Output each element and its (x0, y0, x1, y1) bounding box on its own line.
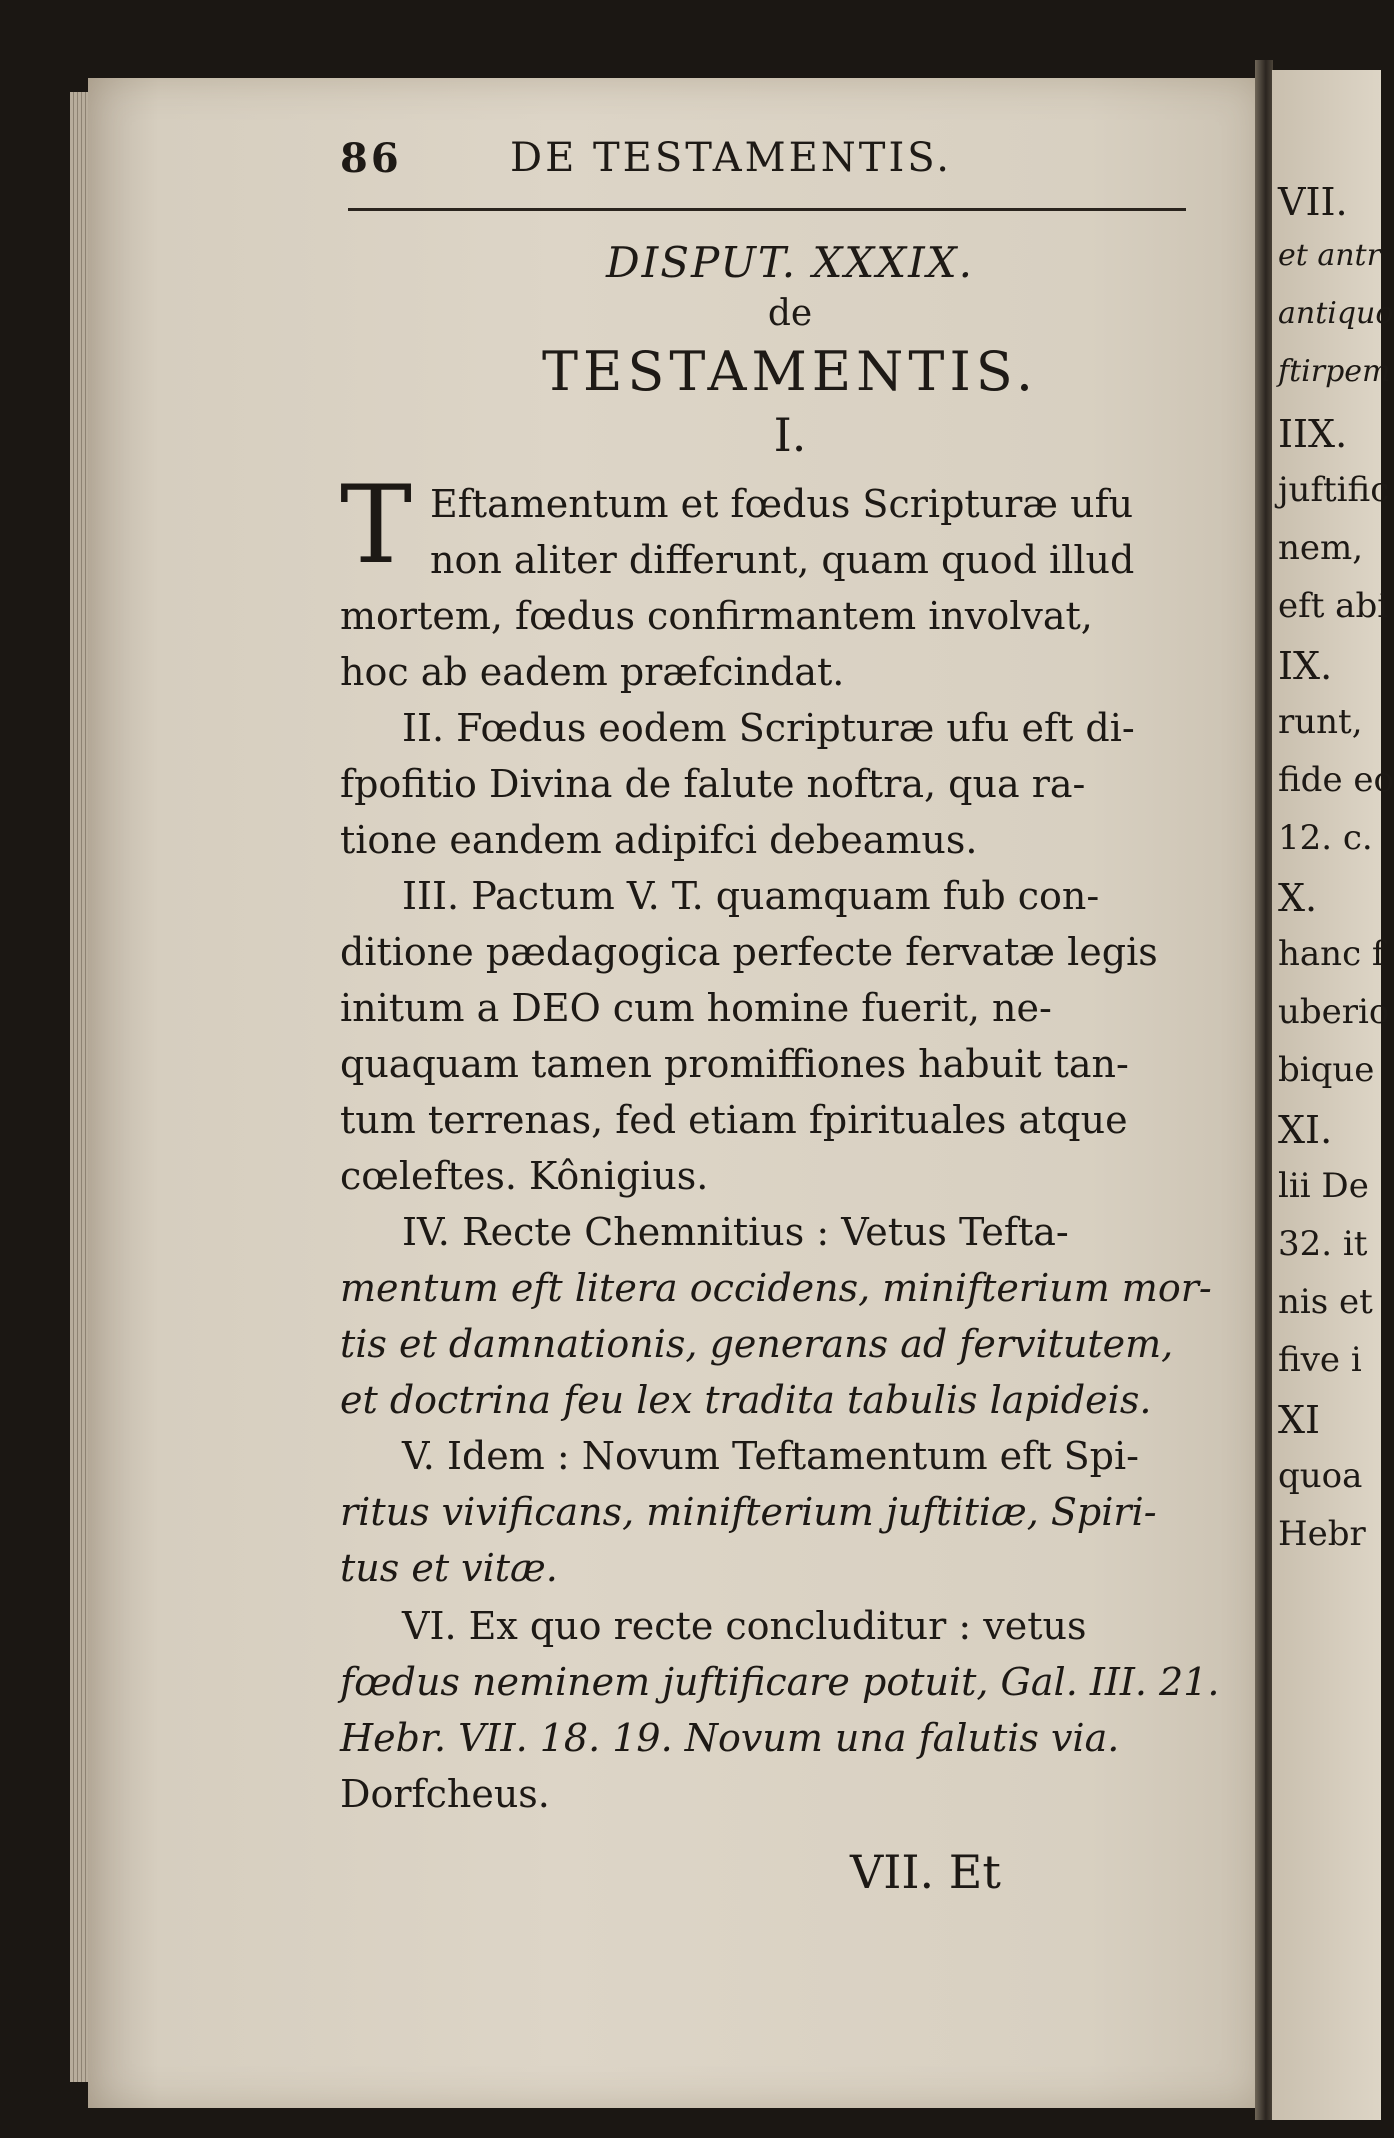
fragment: bique (1278, 1050, 1375, 1090)
page-number: 86 (340, 135, 402, 182)
paragraph (340, 463, 1240, 700)
text-line: tus et vitæ. (340, 1546, 558, 1590)
drop-cap: T (340, 463, 413, 588)
fragment: 32. it (1278, 1224, 1368, 1264)
text-line: mortem, fœdus confirmantem involvat, (340, 594, 1093, 638)
fragment: nis et (1278, 1282, 1373, 1322)
text-line: ritus vivificans, minifterium juftitiæ, Spiri- (340, 1490, 1157, 1534)
text-line: Hebr. VII. 18. 19. Novum una falutis via. (340, 1716, 1120, 1760)
text-line: ditione pædagogica perfecte fervatæ legis (340, 930, 1158, 974)
text-line: quaquam tamen promiffiones habuit tan- (340, 1042, 1129, 1086)
text-line: hoc ab eadem præfcindat. (340, 650, 845, 694)
fragment: VII. (1278, 180, 1348, 224)
text-line: tum terrenas, fed etiam fpirituales atque (340, 1098, 1128, 1142)
text-line: tis et damnationis, generans ad fervitutem, (340, 1322, 1174, 1366)
section-number: I. (773, 408, 807, 462)
text-line: Dorfcheus. (340, 1772, 550, 1816)
text-line: fœdus neminem juftificare potuit, Gal. III. 21. (340, 1660, 1220, 1704)
paragraph (340, 1598, 1240, 1822)
text-line: II. Fœdus eodem Scripturæ ufu eft di- (402, 706, 1135, 750)
paragraph (340, 868, 1240, 1204)
book-gutter (1255, 60, 1273, 2120)
fragment: juftific (1278, 470, 1390, 510)
text-line: et doctrina feu lex tradita tabulis lapideis. (340, 1378, 1152, 1422)
text-line: Eftamentum et fœdus Scripturæ ufu (430, 482, 1134, 526)
facing-page-fragments (1278, 180, 1394, 1630)
running-head (340, 135, 1140, 195)
fragment: fide eo (1278, 760, 1394, 800)
fragment: uberio (1278, 992, 1390, 1032)
fragment: XI. (1278, 1108, 1333, 1152)
fragment: eft abi (1278, 586, 1389, 626)
disputation-heading: DISPUT. XXXIX. (605, 238, 975, 287)
fragment: ftirpem (1278, 354, 1391, 389)
text-line: IV. Recte Chemnitius : Vetus Tefta- (402, 1210, 1069, 1254)
header-rule (348, 208, 1186, 211)
fragment: runt, (1278, 702, 1363, 742)
fragment: IIX. (1278, 412, 1348, 456)
text-line: tione eandem adipifci debeamus. (340, 818, 978, 862)
fragment: X. (1278, 876, 1318, 920)
text-line: non aliter differunt, quam quod illud (430, 538, 1135, 582)
text-line: mentum eft litera occidens, minifterium mor- (340, 1266, 1212, 1310)
heading-title: TESTAMENTIS. (541, 340, 1039, 403)
fragment: five i (1278, 1340, 1362, 1380)
text-line: V. Idem : Novum Teftamentum eft Spi- (402, 1434, 1139, 1478)
fragment: Hebr (1278, 1514, 1366, 1554)
fragment: quoa (1278, 1456, 1363, 1496)
fragment: antiquo (1278, 296, 1394, 331)
running-head-title: DE TESTAMENTIS. (510, 135, 952, 181)
text-line: fpofitio Divina de falute noftra, qua ra- (340, 762, 1086, 806)
paragraph (340, 1428, 1240, 1596)
text-line: initum a DEO cum homine fuerit, ne- (340, 986, 1052, 1030)
fragment: 12. c. (1278, 818, 1373, 858)
catchword: VII. Et (850, 1845, 1001, 1899)
text-line: III. Pactum V. T. quamquam fub con- (402, 874, 1100, 918)
text-line: VI. Ex quo recte concluditur : vetus (402, 1604, 1087, 1648)
heading-de: de (767, 293, 813, 334)
paragraph (340, 1204, 1240, 1428)
fragment: XI (1278, 1398, 1321, 1442)
text-line: cœleftes. Kônigius. (340, 1154, 709, 1198)
fragment: lii De (1278, 1166, 1369, 1206)
paragraph (340, 700, 1240, 868)
fragment: nem, (1278, 528, 1364, 568)
text-column (340, 238, 1240, 1888)
fragment: hanc f (1278, 934, 1385, 974)
fragment: IX. (1278, 644, 1333, 688)
fragment: et antr (1278, 238, 1381, 273)
